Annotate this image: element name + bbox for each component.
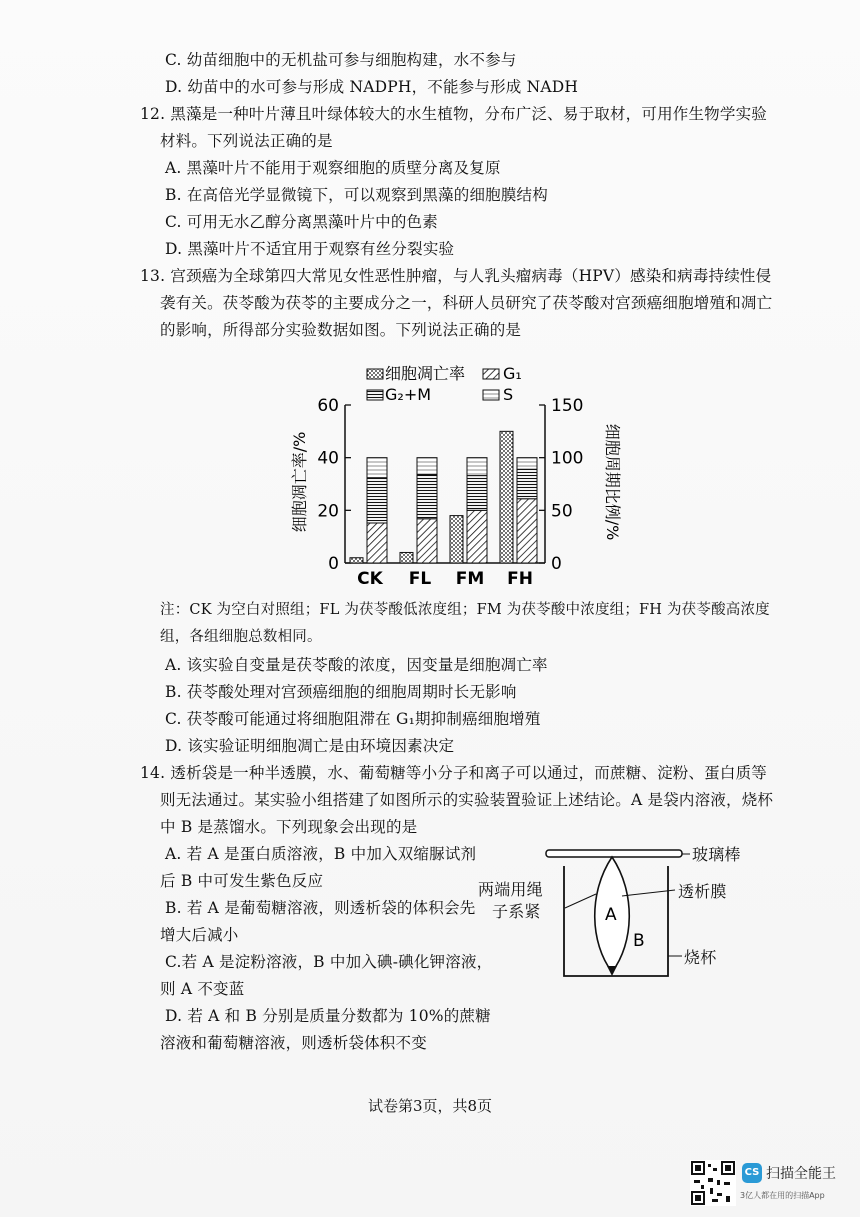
bar-g2m-FM	[467, 458, 487, 476]
q12-option-b: B. 在高倍光学显微镜下，可以观察到黑藻的细胞膜结构	[165, 186, 548, 204]
left-ticks	[317, 396, 351, 574]
bar-apoptosis-CK	[350, 558, 363, 563]
bar-g1-CK	[367, 523, 387, 563]
q14-option-c-2: 则 A 不变蓝	[160, 980, 245, 998]
q14-option-b-1: B. 若 A 是葡萄糖溶液，则透析袋的体积会先	[165, 899, 476, 917]
bars	[350, 431, 537, 563]
right-tick-label: 0	[551, 554, 562, 574]
q14-option-a-1: A. 若 A 是蛋白质溶液，B 中加入双缩脲试剂	[165, 845, 477, 863]
bar-apoptosis-FH	[500, 431, 513, 563]
legend-swatch-g1	[483, 369, 499, 379]
q13-stem-3: 的影响，所得部分实验数据如图。下列说法正确的是	[160, 321, 522, 339]
bar-g1-FL	[417, 519, 437, 563]
left-tick-label: 0	[328, 554, 339, 574]
bar-s-FH	[517, 469, 537, 498]
scanner-watermark	[690, 1160, 850, 1210]
rope-label-2: 子系紧	[492, 902, 541, 921]
rope-label-1: 两端用绳	[478, 880, 543, 899]
q14-option-c-1: C.若 A 是淀粉溶液，B 中加入碘-碘化钾溶液，	[165, 953, 493, 971]
q12-option-a: A. 黑藻叶片不能用于观察细胞的质壁分离及复原	[165, 159, 501, 177]
qr-code-icon	[690, 1160, 736, 1206]
q11-option-d: D. 幼苗中的水可参与形成 NADPH，不能参与形成 NADH	[165, 78, 579, 96]
q12-stem-1: 12. 黑藻是一种叶片薄且叶绿体较大的水生植物，分布广泛、易于取材，可用作生物学实验	[140, 105, 767, 123]
legend-label-apoptosis: 细胞凋亡率	[385, 364, 466, 383]
beaker-label: 烧杯	[684, 948, 717, 967]
bar-s-FM	[467, 476, 487, 511]
q13-stem-2: 袭有关。茯苓酸为茯苓的主要成分之一，科研人员研究了茯苓酸对宫颈癌细胞增殖和凋亡	[160, 294, 773, 312]
left-tick-label: 20	[317, 501, 339, 522]
page-footer: 试卷第3页，共8页	[367, 1097, 493, 1115]
x-tick-label-FM: FM	[455, 569, 485, 589]
x-tick-labels	[357, 569, 533, 589]
legend-swatch-g2m	[367, 390, 383, 400]
bar-g2m-FL	[417, 458, 437, 475]
scanner-tagline: 3亿人都在用的扫描App	[740, 1191, 825, 1200]
bar-apoptosis-FM	[450, 516, 463, 563]
x-tick-label-FL: FL	[408, 569, 432, 589]
bar-s-FL	[417, 475, 437, 519]
legend-label-g2m: G₂+M	[385, 385, 432, 404]
q14-stem-1: 14. 透析袋是一种半透膜，水、葡萄糖等小分子和离子可以通过，而蔗糖、淀粉、蛋白质等	[140, 764, 767, 782]
solution-a-label: A	[605, 905, 617, 925]
rope-pointer	[565, 894, 596, 908]
glass-rod-label: 玻璃棒	[692, 845, 741, 864]
glass-rod	[546, 850, 682, 857]
q13-option-a: A. 该实验自变量是茯苓酸的浓度，因变量是细胞凋亡率	[165, 656, 548, 674]
x-tick-label-FH: FH	[507, 569, 533, 589]
legend-swatch-apoptosis	[367, 369, 383, 379]
q12-stem-2: 材料。下列说法正确的是	[160, 132, 333, 150]
right-axis-label: 细胞周期比例/%	[603, 423, 622, 541]
left-tick-label: 60	[317, 396, 339, 416]
bar-g1-FM	[467, 510, 487, 563]
q14-stem-2: 则无法通过。某实验小组搭建了如图所示的实验装置验证上述结论。A 是袋内溶液，烧杯	[160, 791, 774, 809]
q13-note-2: 组，各组细胞总数相同。	[160, 629, 322, 645]
bar-g1-FH	[517, 499, 537, 563]
cell-cycle-chart	[285, 360, 625, 595]
membrane-pointer	[622, 890, 675, 896]
q13-option-c: C. 茯苓酸可能通过将细胞阻滞在 G₁期抑制癌细胞增殖	[165, 710, 541, 728]
bar-g2m-FH	[517, 458, 537, 470]
q12-option-d: D. 黑藻叶片不适宜用于观察有丝分裂实验	[165, 240, 455, 258]
legend-label-s: S	[503, 385, 514, 404]
left-tick-label: 40	[317, 448, 339, 469]
legend-swatch-s	[483, 390, 499, 400]
q14-option-a-2: 后 B 中可发生紫色反应	[160, 872, 324, 890]
right-tick-label: 150	[551, 396, 584, 416]
left-axis-label: 细胞凋亡率/%	[290, 431, 309, 533]
chart-legend	[367, 364, 522, 404]
q14-option-b-2: 增大后减小	[160, 926, 239, 944]
q14-stem-3: 中 B 是蒸馏水。下列现象会出现的是	[160, 818, 418, 836]
q13-stem-1: 13. 宫颈癌为全球第四大常见女性恶性肿瘤，与人乳头瘤病毒（HPV）感染和病毒持续性侵	[140, 267, 772, 285]
bar-apoptosis-FL	[400, 552, 413, 563]
membrane-label: 透析膜	[678, 882, 727, 901]
legend-label-g1: G₁	[503, 364, 522, 383]
q14-option-d-1: D. 若 A 和 B 分别是质量分数都为 10%的蔗糖	[165, 1007, 491, 1025]
solution-b-label: B	[633, 931, 645, 951]
scanner-app-name: 扫描全能王	[766, 1166, 836, 1182]
right-tick-label: 50	[551, 501, 573, 522]
bag-knot-bottom	[607, 966, 617, 976]
bar-s-CK	[367, 478, 387, 523]
bar-g2m-CK	[367, 458, 387, 478]
q13-option-b: B. 茯苓酸处理对宫颈癌细胞的细胞周期时长无影响	[165, 683, 517, 701]
right-tick-label: 100	[551, 448, 584, 469]
q11-option-c: C. 幼苗细胞中的无机盐可参与细胞构建，水不参与	[165, 51, 517, 69]
x-tick-label-CK: CK	[357, 569, 383, 589]
q13-note-1: 注：CK 为空白对照组；FL 为茯苓酸低浓度组；FM 为茯苓酸中浓度组；FH 为茯苓酸高浓度	[160, 602, 770, 618]
q12-option-c: C. 可用无水乙醇分离黑藻叶片中的色素	[165, 213, 438, 231]
cs-logo-icon: CS	[742, 1163, 762, 1183]
q13-option-d: D. 该实验证明细胞凋亡是由环境因素决定	[165, 737, 455, 755]
q14-option-d-2: 溶液和葡萄糖溶液，则透析袋体积不变	[160, 1034, 427, 1052]
